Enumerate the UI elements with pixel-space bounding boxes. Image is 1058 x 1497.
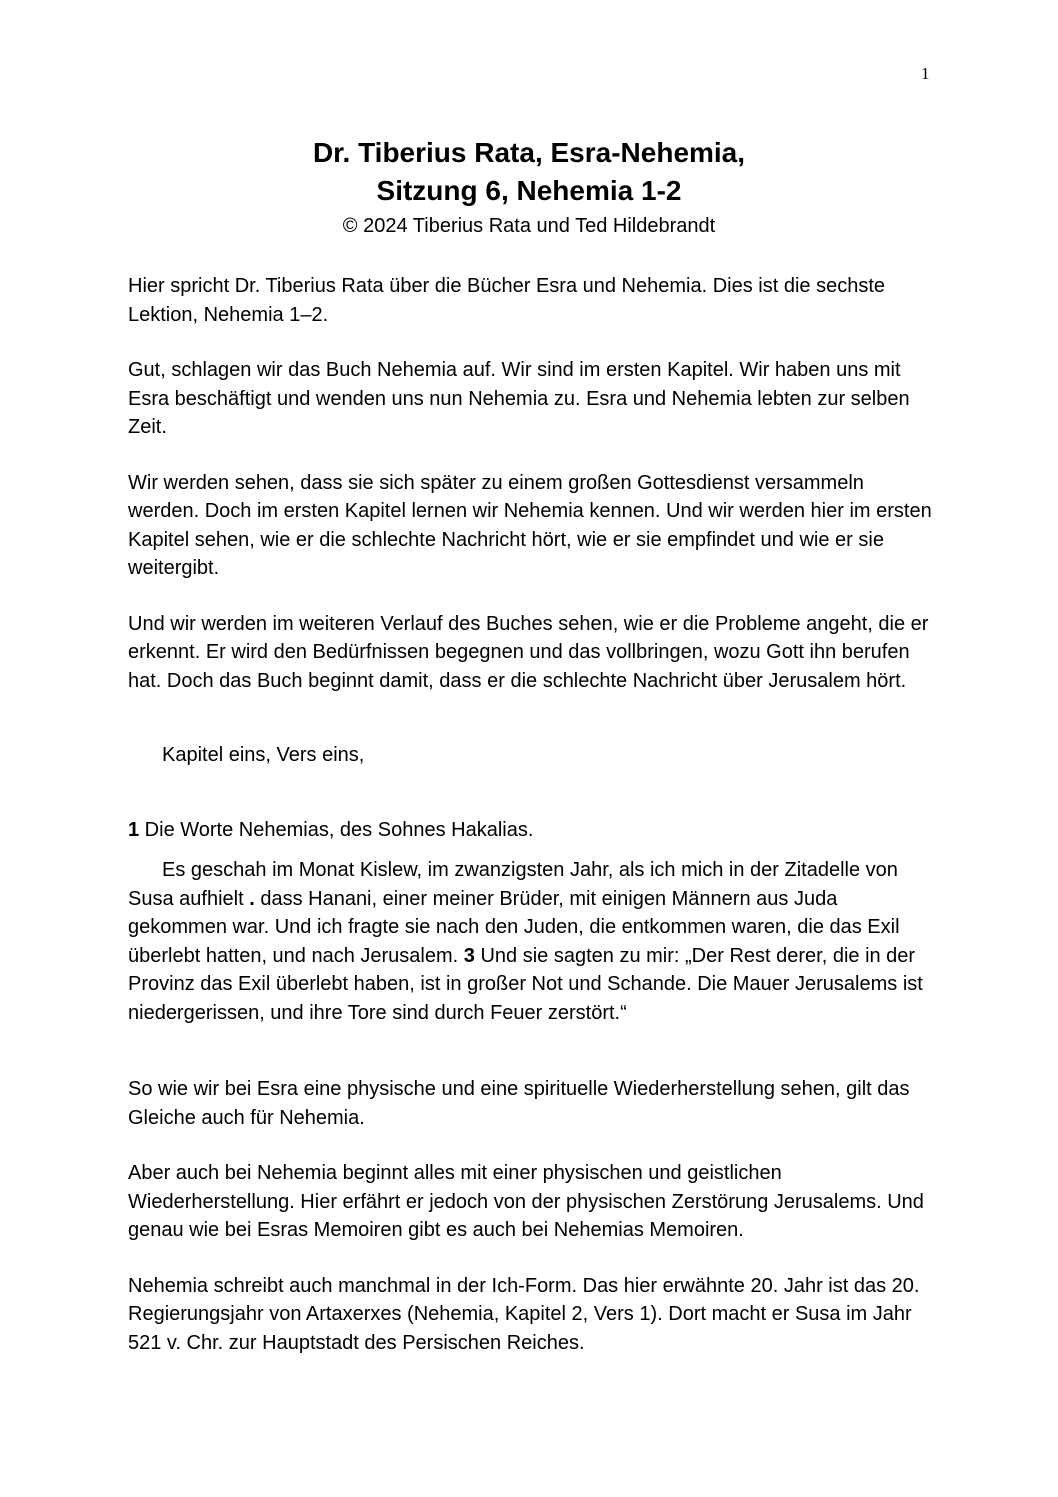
verse-text-2a: Es geschah im Monat Kislew, im zwanzigsten Jahr, als ich mich in der Zitadelle von Susa aufhielt <box>128 859 898 910</box>
paragraph-problems: Und wir werden im weiteren Verlauf des Buches sehen, wie er die Probleme angeht, die er erkennt. Er wird den Bedürfnissen begegnen und das vollbringen, wozu Gott ihn berufen hat. Doch das Buch beginnt damit, dass er die schlechte Nachricht über Jerusalem hört. <box>128 612 929 692</box>
verse-number-3: 3 <box>463 944 475 967</box>
verse-text-2b: dass Hanani, einer meiner Brüder, mit einigen Männern aus Juda gekommen war. Und ich fragte sie nach den Juden, die entkommen waren, die das Exil überlebt hatten, und nach Jerusalem. <box>128 887 900 967</box>
title-line-1: Dr. Tiberius Rata, Esra-Nehemia, <box>312 137 746 168</box>
paragraph-artaxerxes: Nehemia schreibt auch manchmal in der Ich-Form. Das hier erwähnte 20. Jahr ist das 20. Regierungsjahr von Artaxerxes (Nehemia, Kapitel 2, Vers 1). Dort macht er Susa im Jahr 521 v. Chr. zur Hauptstadt des Persischen Reiches. <box>128 1274 920 1354</box>
verse-number-1: 1 <box>128 818 140 841</box>
document-body <box>128 272 938 1384</box>
paragraph-intro: Hier spricht Dr. Tiberius Rata über die Bücher Esra und Nehemia. Dies ist die sechste Lektion, Nehemia 1–2. <box>128 275 886 326</box>
scripture-verses-2-3 <box>128 856 938 1027</box>
verse-text-1: Die Worte Nehemias, des Sohnes Hakalias. <box>139 818 534 841</box>
paragraph-chapter-verse: Kapitel eins, Vers eins, <box>162 744 365 766</box>
copyright-line: © 2024 Tiberius Rata und Ted Hildebrandt <box>342 215 716 237</box>
page-number: 1 <box>921 64 930 83</box>
paragraph-worship: Wir werden sehen, dass sie sich später zu einem großen Gottesdienst versammeln werden. Doch im ersten Kapitel lernen wir Nehemia kennen. Und wir werden hier im ersten Kapitel sehen, wie er die schlechte Nachricht hört, wie er sie empfindet und wie er sie weitergibt. <box>128 471 932 579</box>
scripture-verse-1 <box>128 816 938 845</box>
paragraph-memoirs: Aber auch bei Nehemia beginnt alles mit einer physischen und geistlichen Wiederherstellung. Hier erfährt er jedoch von der physischen Zerstörung Jerusalems. Und genau wie bei Esras Memoiren gibt es auch bei Nehemias Memoiren. <box>128 1162 924 1241</box>
paragraph-chapter-start: Gut, schlagen wir das Buch Nehemia auf. Wir sind im ersten Kapitel. Wir haben uns mit Esra beschäftigt und wenden uns nun Nehemia zu. Esra und Nehemia lebten zur selben Zeit. <box>128 359 910 438</box>
document-header <box>0 134 1058 241</box>
title-line-2: Sitzung 6, Nehemia 1-2 <box>376 175 682 206</box>
paragraph-restoration: So wie wir bei Esra eine physische und eine spirituelle Wiederherstellung sehen, gilt das Gleiche auch für Nehemia. <box>128 1078 910 1129</box>
verse-bold-dot: . <box>243 887 255 910</box>
verse-text-3: Und sie sagten zu mir: „Der Rest derer, die in der Provinz das Exil überlebt haben, ist in großer Not und Schande. Die Mauer Jerusalems ist niedergerissen, und ihre Tore sind durch Feuer zerstört.“ <box>128 944 923 1024</box>
